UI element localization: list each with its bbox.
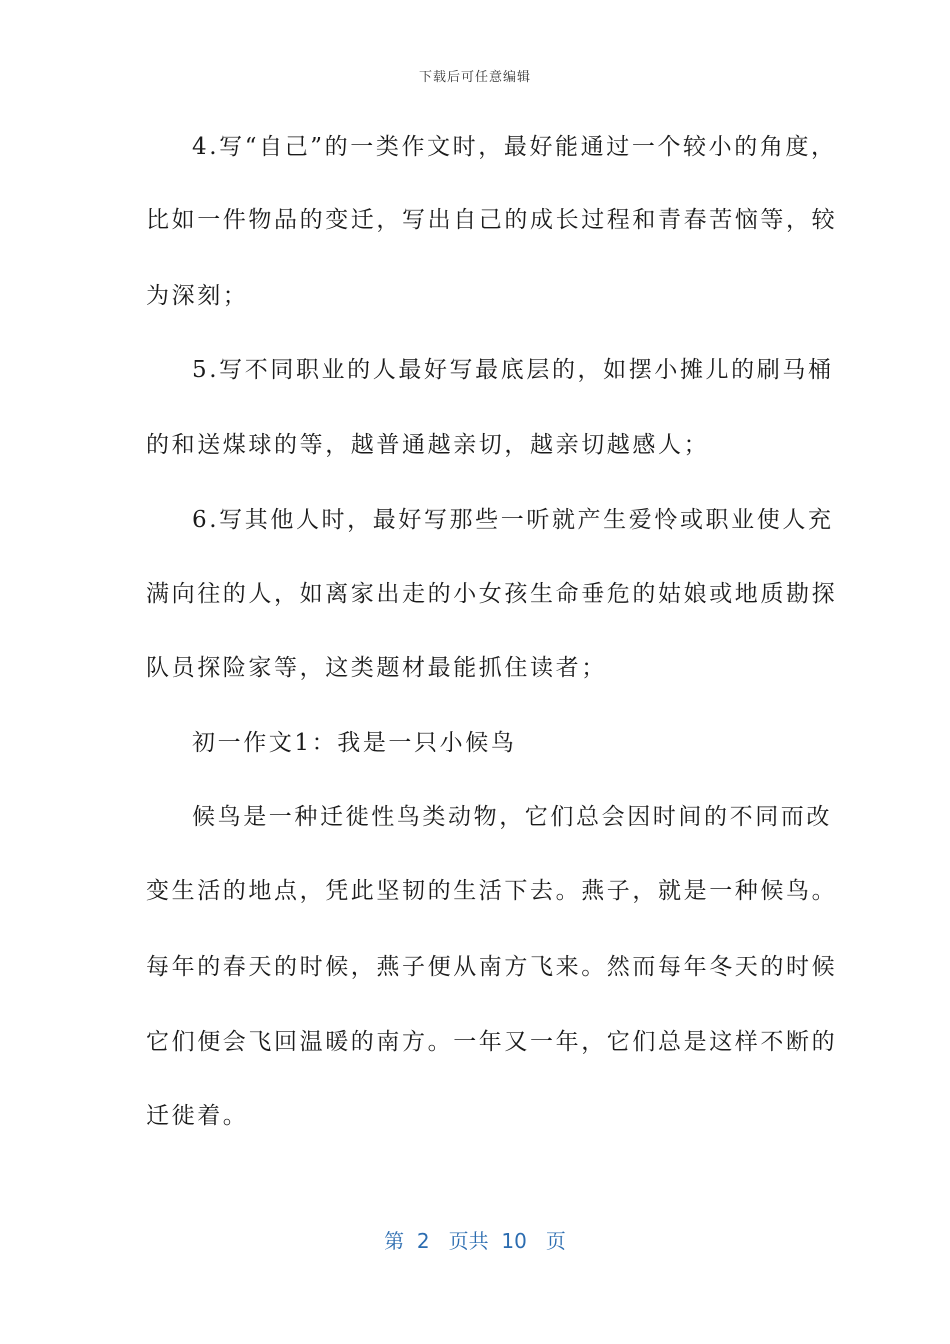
paragraph-line: 满向往的人，如离家出走的小女孩生命垂危的姑娘或地质勘探 (146, 581, 838, 607)
paragraph-line: 候鸟是一种迁徙性鸟类动物，它们总会因时间的不同而改 (192, 804, 832, 830)
paragraph-line: 6.写其他人时，最好写那些一听就产生爱怜或职业使人充 (192, 507, 834, 533)
paragraph-line: 5.写不同职业的人最好写最底层的，如摆小摊儿的刷马桶 (192, 357, 834, 383)
paragraph-line: 迁徙着。 (146, 1103, 249, 1129)
paragraph-line: 每年的春天的时候，燕子便从南方飞来。然而每年冬天的时候 (146, 954, 838, 980)
page-number-footer: 第 2 页共 10 页 (384, 1229, 566, 1253)
paragraph-line: 为深刻； (146, 283, 249, 309)
paragraph-line: 比如一件物品的变迁，写出自己的成长过程和青春苦恼等，较 (146, 207, 838, 233)
paragraph-line: 变生活的地点，凭此坚韧的生活下去。燕子，就是一种候鸟。 (146, 878, 838, 904)
page-header: 下载后可任意编辑 (418, 70, 531, 85)
paragraph-line: 它们便会飞回温暖的南方。一年又一年，它们总是这样不断的 (146, 1029, 838, 1055)
paragraph-line: 4.写“自己”的一类作文时，最好能通过一个较小的角度， (192, 134, 837, 160)
paragraph-line: 队员探险家等，这类题材最能抓住读者； (146, 655, 607, 681)
essay-title: 初一作文1：我是一只小候鸟 (192, 730, 517, 756)
paragraph-line: 的和送煤球的等，越普通越亲切，越亲切越感人； (146, 432, 710, 458)
